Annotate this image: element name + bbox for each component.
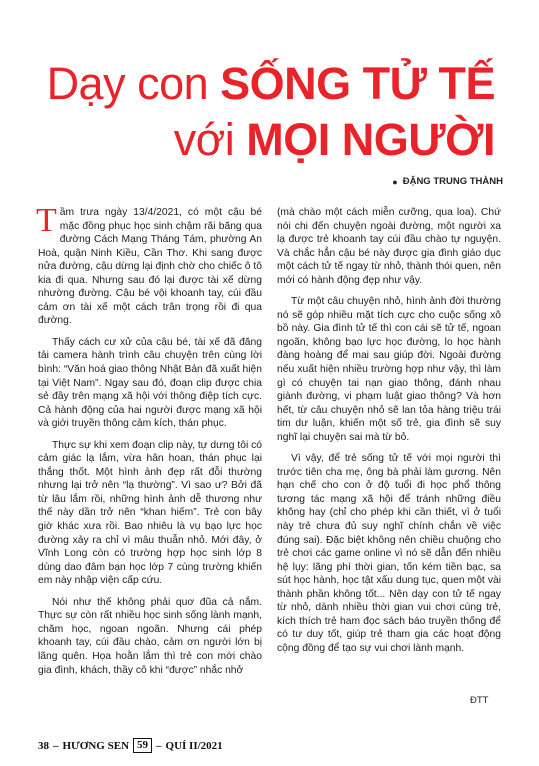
bullet-icon: ● — [392, 176, 398, 187]
right-column — [277, 206, 501, 664]
title-line-1-emphasis: SỐNG TỬ TẾ — [220, 58, 495, 109]
paragraph-5: (mà chào một cách miễn cưỡng, qua loa). Chứ nói chi đến chuyện ngoài đường, một người xa lạ được trẻ khoanh tay cúi đầu chào tự nguyện. Và chắc hẳn cậu bé này được gia đình giáo dục một cách tử tế ngay từ nhỏ, thành thói quen, nên mới có hành động đẹp như vậy. — [277, 207, 501, 286]
issue-number: 59 — [133, 738, 152, 753]
footer-dash: – — [53, 739, 59, 752]
issue-period: QUÍ II/2021 — [165, 739, 223, 752]
paragraph-3: Thực sự khi xem đoạn clip này, tự dưng tôi có cảm giác lạ lắm, vừa hân hoan, thán phục lại thắng thốt. Một hình ảnh đẹp rất đỗi thường nhưng lại trở nên “lạ thường”. Vì sao ư? Bởi đã từ lâu lắm rồi, những hình ảnh dễ thương như thế này dần trở nên “khan hiếm”. Trẻ con bây giờ khác xưa rồi. Bao nhiêu là vụ bạo lực học đường xảy ra chỉ vì mâu thuẫn nhỏ. Mới đây, ở Vĩnh Long còn có trường hợp học sinh lớp 8 dùng dao đâm bạn học lớp 7 cùng trường khiến em này nhập viện cấp cứu. — [38, 439, 262, 587]
paragraph-4: Nói như thế không phải quơ đũa cả nắm. Thực sự còn rất nhiều học sinh sống lành mạnh, chăm học, ngoan ngoãn. Nhưng cái phép khoanh tay, cúi đầu chào, cảm ơn người lớn bị lãng quên. Họa hoằn lắm thì trẻ con mới chào gia đình, khách, thầy cô khi “được” nhắc nhở — [38, 596, 262, 676]
title-line-1-normal: Dạy con — [46, 58, 221, 109]
title-line-2-normal: với — [173, 114, 247, 165]
paragraph-1 — [36, 202, 262, 328]
paragraph-1-text: ầm trưa ngày 13/4/2021, có một cậu bé mặc đồng phục học sinh chậm rãi băng qua đường Cách Mạng Tháng Tám, phường An Hoà, quận Ninh Kiều, Cần Thơ. Khi sang được nửa đường, cậu dừng lại định chờ cho chiếc ô tô kia đi qua. Nhưng sau đó lại được tài xế dừng nhường đường. Cậu bé vội khoanh tay, cúi đầu cảm ơn tài xế một cách trân trọng rồi đi qua đường. — [38, 207, 262, 327]
page-number: 38 — [38, 739, 49, 752]
page-footer — [38, 738, 223, 753]
article-title-line-1 — [47, 58, 495, 110]
byline — [392, 176, 503, 187]
article-title-line-2 — [174, 114, 495, 166]
author-signature: ĐTT — [470, 695, 489, 706]
author-name: ĐẶNG TRUNG THÀNH — [402, 176, 503, 187]
paragraph-6: Từ một câu chuyện nhỏ, hình ảnh đời thường nó sẽ góp nhiều mặt tích cực cho cuộc sống xô bồ này. Gia đình tử tế thì con cái sẽ tử tế, ngoan ngoãn, không bạo lực học đường, lo học hành đàng hoàng để mai sau giúp đời. Ngoài đường nếu xuất hiện nhiều trường hợp như vậy, thì làm gì có chuyện tai nạn giao thông, đánh nhau giành đường, vi phạm luật giao thông? Và hơn hết, từ câu chuyện nhỏ sẽ lan tỏa hàng triệu trái tim dư luận, khiến một số trẻ, gia đình sẽ suy nghĩ lại chuyện sai mà từ bỏ. — [277, 296, 501, 443]
left-column — [36, 202, 262, 685]
paragraph-2: Thấy cách cư xử của cậu bé, tài xế đã đăng tải camera hành trình câu chuyện trên cùng lời bình: “Văn hoá giao thông Nhật Bản đã xuất hiện tại Việt Nam”. Ngay sau đó, đoạn clip được chia sẻ đầy trên mạng xã hội với thông điệp tích cực. Cả hành động của hai người được mạng xã hội và giới truyền thông cảm kích, thán phục. — [38, 336, 262, 430]
drop-cap: T — [36, 202, 57, 239]
paragraph-7: Vì vậy, để trẻ sống tử tế với mọi người thì trước tiên cha mẹ, ông bà phải làm gương. Nên hạn chế cho con ở độ tuổi đi học phổ thông tương tác mạng xã hội để tránh những điều không hay (chỉ cho phép khi cần thiết, vì ở tuổi này trẻ chưa đủ suy nghĩ chính chắn về việc đúng sai). Đặc biệt không nên chiều chuộng cho trẻ chơi các game online vì nó sẽ dẫn đến nhiều hệ lụy: lãng phí thời gian, tốn kém tiền bạc, sa sút học hành, học tật xấu dung tục, quen một vài thành phần không tốt... Nên dạy con tử tế ngay từ nhỏ, dành nhiều thời gian vui chơi cùng trẻ, kích thích trẻ ham đọc sách báo truyền thống để có tư duy tốt, giúp trẻ tham gia các hoạt động cộng đồng để tạo sự vui chơi lành mạnh. — [277, 453, 501, 654]
footer-dash-2: – — [156, 739, 162, 752]
title-line-2-emphasis: MỌI NGƯỜI — [246, 114, 495, 165]
magazine-name: HƯƠNG SEN — [62, 739, 130, 752]
